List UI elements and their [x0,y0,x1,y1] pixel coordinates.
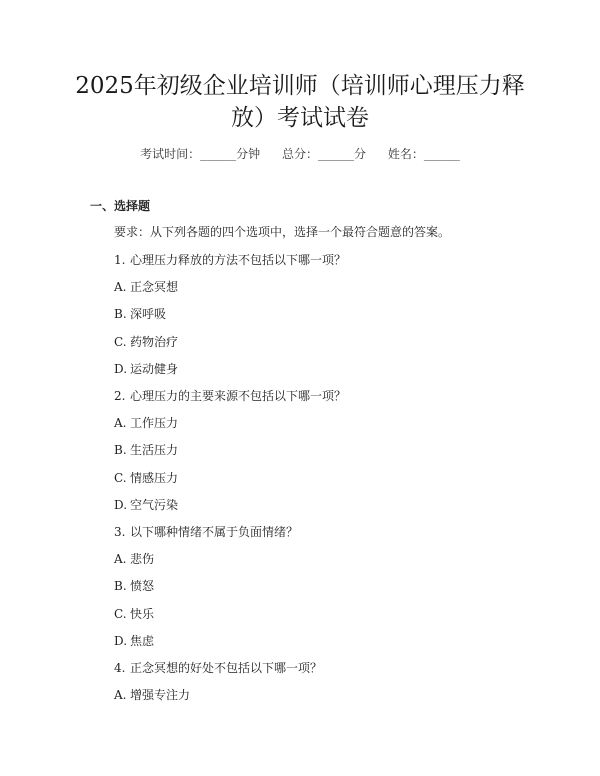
option-text: 增强专注力 [130,688,191,703]
question-number: 2. [114,389,126,403]
option-letter: B. [114,579,127,594]
option-text: 情感压力 [130,470,179,485]
question-number: 4. [114,661,126,675]
option-letter: B. [114,443,127,458]
question-item [114,523,298,540]
option-item [114,305,166,322]
option-text: 悲伤 [130,552,155,567]
question-number: 1. [114,253,126,267]
section-title: 一、选择题 [90,199,151,213]
option-text: 深呼吸 [130,307,167,322]
option-item [114,632,154,649]
option-text: 愤怒 [130,579,155,594]
requirement-text: 要求：从下列各题的四个选项中，选择一个最符合题意的答案。 [114,225,451,239]
question-item [114,251,346,268]
option-letter: A. [114,416,127,431]
option-item [114,441,178,458]
option-letter: A. [114,552,127,567]
question-number: 3. [114,525,126,539]
option-text: 空气污染 [130,497,179,512]
option-letter: D. [114,497,128,512]
option-text: 正念冥想 [130,280,179,295]
option-letter: A. [114,688,127,703]
option-text: 快乐 [130,606,155,621]
option-text: 生活压力 [130,443,179,458]
option-text: 焦虑 [130,633,155,648]
option-item [114,686,190,703]
option-item [114,577,154,594]
option-item [114,360,178,377]
option-item [114,605,154,622]
option-item [114,550,154,567]
option-item [114,414,178,431]
option-letter: C. [114,470,127,485]
option-letter: C. [114,606,127,621]
exam-title-line1: 2025年初级企业培训师（培训师心理压力释 [75,73,525,99]
option-item [114,469,178,486]
exam-title-line2: 放）考试试卷 [231,105,369,131]
question-text: 正念冥想的好处不包括以下哪一项？ [130,661,323,675]
option-item [114,333,178,350]
option-letter: D. [114,633,128,648]
exam-meta [0,145,600,162]
student-name: 姓名：______ [387,147,460,161]
option-letter: B. [114,307,127,322]
option-letter: C. [114,334,127,349]
question-text: 以下哪种情绪不属于负面情绪？ [130,525,299,539]
exam-time: 考试时间：______分钟 [140,147,261,161]
question-text: 心理压力的主要来源不包括以下哪一项？ [130,389,347,403]
option-item [114,278,178,295]
option-letter: A. [114,280,127,295]
option-item [114,496,178,513]
question-item [114,659,322,676]
question-item [114,387,346,404]
option-letter: D. [114,361,128,376]
option-text: 工作压力 [130,416,179,431]
option-text: 药物治疗 [130,334,179,349]
total-score: 总分：______分 [281,147,366,161]
option-text: 运动健身 [130,361,179,376]
question-text: 心理压力释放的方法不包括以下哪一项？ [130,253,347,267]
